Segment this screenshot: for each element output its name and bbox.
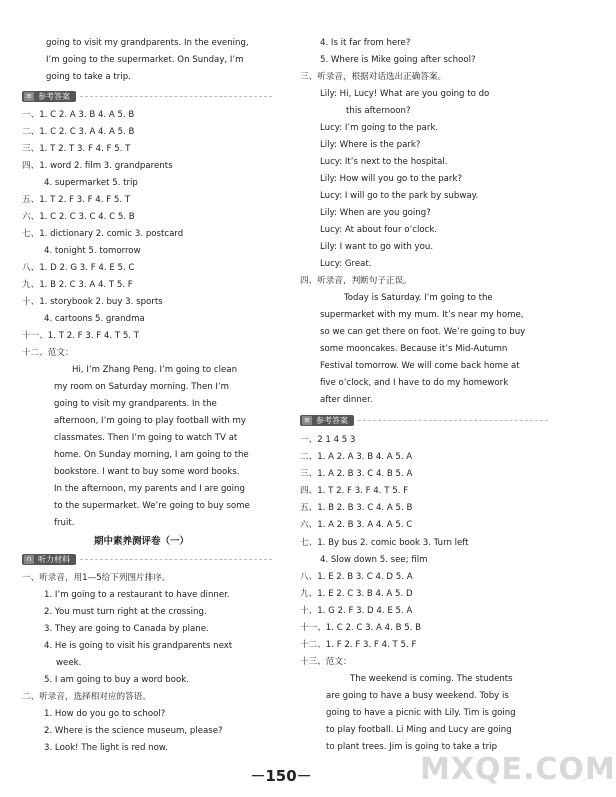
answer-line: 五、1. T 2. F 3. F 4. F 5. T (22, 195, 131, 205)
essay-line: are going to have a busy weekend. Toby is (326, 691, 509, 701)
listening-line: 1. How do you go to school? (44, 709, 166, 719)
passage-line: supermarket with my mum. It’s near my home, (320, 310, 524, 320)
answers-badge: ≡ 参考答案 (22, 91, 76, 102)
answer-line: 十二、1. F 2. F 3. F 4. T 5. F (300, 640, 417, 650)
essay-line: my room on Saturday morning. Then I’m (54, 382, 230, 392)
answer-line: 九、1. B 2. C 3. A 4. T 5. F (22, 280, 133, 290)
dialogue-line: Lucy: It’s next to the hospital. (320, 157, 448, 167)
dialogue-line: Lucy: I’m going to the park. (320, 123, 439, 133)
listening-line: 5. I am going to buy a word book. (44, 675, 189, 685)
answer-line: 4. supermarket 5. trip (44, 178, 138, 188)
essay-line: bookstore. I want to buy some word books. (54, 467, 240, 477)
exam-title: 期中素养测评卷（一） (94, 536, 190, 547)
listening-header (22, 553, 272, 565)
answer-line: 六、1. A 2. B 3. A 4. A 5. C (300, 520, 413, 530)
essay-line: fruit. (54, 518, 75, 528)
essay-line: afternoon, I’m going to play football with my (54, 416, 246, 426)
essay-line: to plant trees. Jim is going to take a trip (326, 742, 498, 752)
dialogue-line: Lucy: Great. (320, 259, 372, 269)
listening-line: 1. I’m going to a restaurant to have dinner. (44, 590, 230, 600)
dialogue-line: Lily: Where is the park? (320, 140, 421, 150)
answer-line: 4. Slow down 5. see; film (320, 555, 428, 565)
intro-line: going to visit my grandparents. In the evening, (46, 38, 249, 48)
answer-line: 4. tonight 5. tomorrow (44, 246, 141, 256)
answer-line: 三、1. T 2. T 3. F 4. F 5. T (22, 144, 131, 154)
passage-line: Today is Saturday. I’m going to the (344, 293, 493, 303)
listening-line: 3. Look! The light is red now. (44, 743, 168, 753)
answer-line: 七、1. dictionary 2. comic 3. postcard (22, 229, 184, 239)
passage-line: after dinner. (320, 395, 373, 405)
headphones-icon: ∩ (24, 555, 34, 564)
essay-line: home. On Sunday morning, I am going to the (54, 450, 249, 460)
answer-line: 二、1. C 2. C 3. A 4. A 5. B (22, 127, 135, 137)
answer-line: 七、1. By bus 2. comic book 3. Turn left (300, 538, 469, 548)
answers-header (300, 414, 548, 426)
essay-line: going to have a picnic with Lily. Tim is going (326, 708, 516, 718)
essay-line: to play football. Li Ming and Lucy are going (326, 725, 512, 735)
intro-line: going to take a trip. (46, 72, 131, 82)
answer-line: 九、1. E 2. C 3. B 4. A 5. D (300, 589, 413, 599)
listening-line: 5. Where is Mike going after school? (320, 55, 476, 65)
watermark: MXQE.COM (420, 752, 616, 787)
answer-line: 八、1. D 2. G 3. F 4. E 5. C (22, 263, 135, 273)
dialogue-line: Lily: When are you going? (320, 208, 431, 218)
dialogue-line: this afternoon? (346, 106, 411, 116)
listening-line: 3. They are going to Canada by plane. (44, 624, 209, 634)
listening-line: 2. Where is the science museum, please? (44, 726, 223, 736)
answer-line: 五、1. B 2. B 3. C 4. A 5. B (300, 503, 413, 513)
listening-badge: ∩ 听力材料 (22, 554, 76, 565)
listening-line: 二、听录音，选择相对应的答语。 (22, 692, 151, 702)
page-number: －150－ (250, 767, 312, 785)
essay-line: going to visit my grandparents. In the (54, 399, 217, 409)
dialogue-line: Lily: I want to go with you. (320, 242, 434, 252)
answer-line: 十、1. G 2. F 3. D 4. E 5. A (300, 606, 413, 616)
answers-header (22, 90, 272, 102)
listening-line: 4. He is going to visit his grandparents next (44, 641, 233, 651)
answer-line: 六、1. C 2. C 3. C 4. C 5. B (22, 212, 135, 222)
answer-line: 八、1. E 2. B 3. C 4. D 5. A (300, 572, 413, 582)
answer-line: 四、1. T 2. F 3. F 4. T 5. F (300, 486, 409, 496)
answer-line: 4. cartoons 5. grandma (44, 314, 145, 324)
passage-line: Festival tomorrow. We will come back home at (320, 361, 520, 371)
answer-line: 四、1. word 2. film 3. grandparents (22, 161, 173, 171)
dialogue-line: Lucy: I will go to the park by subway. (320, 191, 479, 201)
passage-line: some mooncakes. Because it’s Mid-Autumn (320, 344, 508, 354)
answer-line: 二、1. A 2. A 3. B 4. A 5. A (300, 452, 413, 462)
dashed-rule (80, 96, 272, 97)
passage-line: five o’clock, and I have to do my homework (320, 378, 509, 388)
intro-line: I’m going to the supermarket. On Sunday, I’m (46, 55, 244, 65)
answer-line: 十一、1. T 2. F 3. F 4. T 5. T (22, 331, 139, 341)
dashed-rule (80, 559, 272, 560)
answer-line: 十一、1. C 2. C 3. A 4. B 5. B (300, 623, 422, 633)
passage-line: so we can get there on foot. We’re going to buy (320, 327, 526, 337)
answer-key-icon: ≡ (302, 416, 312, 425)
listening-line: 2. You must turn right at the crossing. (44, 607, 207, 617)
essay-line: to the supermarket. We’re going to buy some (54, 501, 250, 511)
answer-line: 一、2 1 4 5 3 (300, 435, 356, 445)
dialogue-line: Lily: Hi, Lucy! What are you going to do (320, 89, 490, 99)
answer-key-icon: ≡ (24, 92, 34, 101)
essay-line: Hi, I’m Zhang Peng. I’m going to clean (72, 365, 238, 375)
answer-line: 一、1. C 2. A 3. B 4. A 5. B (22, 110, 135, 120)
essay-line: The weekend is coming. The students (350, 674, 513, 684)
answer-line: 十二、范文： (22, 348, 74, 358)
answer-line: 十三、范文： (300, 657, 352, 667)
listening-line: week. (56, 658, 82, 668)
listening-line: 三、听录音，根据对话选出正确答案。 (300, 72, 447, 82)
essay-line: In the afternoon, my parents and I are going (54, 484, 245, 494)
dashed-rule (358, 420, 548, 421)
listening-line: 4. Is it far from here? (320, 38, 411, 48)
answer-line: 十、1. storybook 2. buy 3. sports (22, 297, 163, 307)
answers-badge: ≡ 参考答案 (300, 415, 354, 426)
dialogue-line: Lucy: At about four o’clock. (320, 225, 438, 235)
dialogue-line: Lily: How will you go to the park? (320, 174, 463, 184)
essay-line: classmates. Then I’m going to watch TV at (54, 433, 238, 443)
listening-line: 四、听录音，判断句子正误。 (300, 276, 412, 286)
answer-line: 三、1. A 2. B 3. C 4. B 5. A (300, 469, 413, 479)
listening-line: 一、听录音，用1—5给下列图片排序。 (22, 573, 171, 583)
